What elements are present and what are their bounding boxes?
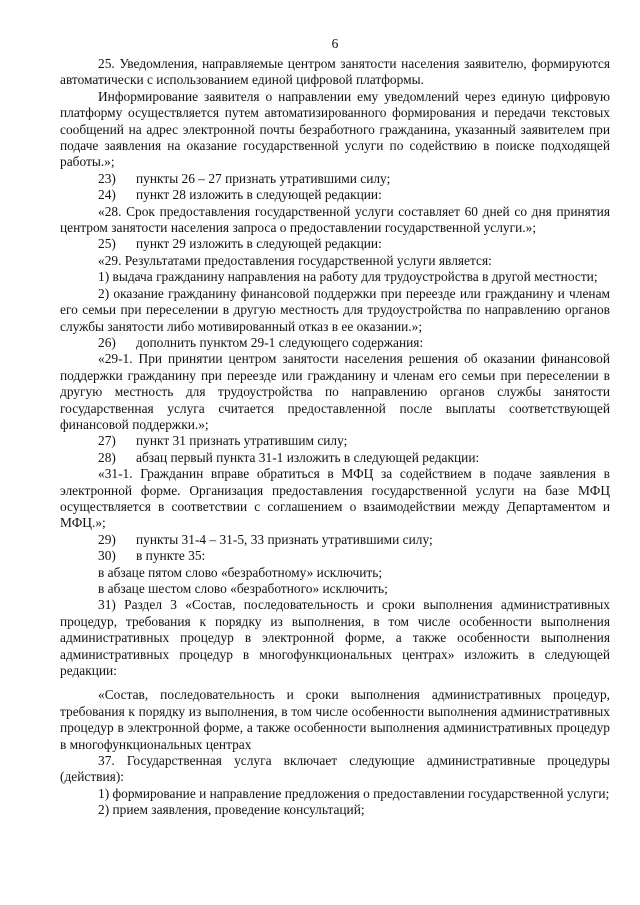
paragraph: «29-1. При принятии центром занятости населения решения об оказании финансовой поддержки гражданину при переезде или гражданину и членам его семьи при переселении в другую местность для трудоустройства по направлению органов службы занятости государственная услуга считается предоставленной после выплаты соответствующей финансовой поддержки.»; (60, 351, 610, 432)
paragraph: 1) формирование и направление предложения о предоставлении государственной услуги; (98, 785, 610, 801)
paragraph: «31-1. Гражданин вправе обратиться в МФЦ за содействием в подаче заявления в электронной форме. Организация предоставления государственной услуги на базе МФЦ осуществляется в соответствии с соглашением о взаимодействии между Департаментом и МФЦ.»; (60, 466, 610, 531)
item-text: в пункте 35: (136, 548, 206, 564)
paragraph: 37. Государственная услуга включает следующие административные процедуры (действия): (60, 753, 610, 785)
item-number: 23) (98, 170, 116, 186)
page-number: 6 (331, 36, 339, 51)
numbered-item (60, 450, 610, 466)
item-number: 25) (98, 236, 116, 252)
item-number: 26) (98, 334, 116, 350)
paragraph: «28. Срок предоставления государственной услуги составляет 60 дней со дня принятия центром занятости населения запроса о предоставлении государственной услуги.»; (60, 203, 610, 236)
numbered-item (60, 548, 610, 564)
numbered-item (60, 433, 610, 449)
document-body (60, 56, 610, 819)
paragraph: в абзаце шестом слово «безработного» исключить; (98, 581, 388, 596)
numbered-item (60, 171, 610, 187)
item-text: пункты 26 – 27 признать утратившими силу; (136, 170, 391, 186)
item-text: пункт 28 изложить в следующей редакции: (136, 187, 382, 203)
paragraph: «Состав, последовательность и сроки выполнения административных процедур, требования к порядку из выполнения, в том числе особенности выполнения административных процедур в электронной форме, а также особенности выполнения административных процедур в многофункциональных центрах (60, 687, 610, 752)
item-text: пункт 29 изложить в следующей редакции: (136, 236, 382, 252)
item-text: пункт 31 признать утратившим силу; (136, 433, 348, 449)
paragraph: Информирование заявителя о направлении ему уведомлений через единую цифровую платформу осуществляется путем автоматизированного формирования и передачи текстовых сообщений на адрес электронной почты безработного гражданина, указанный заявителем при подаче заявления на оказание государственной услуги по содействию в поиске подходящей работы.»; (60, 88, 610, 170)
paragraph: 31) Раздел 3 «Состав, последовательность и сроки выполнения административных процедур, требования к порядку из выполнения, в том числе особенности выполнения административных процедур в электронной форме, а также особенности выполнения административных процедур в многофункциональных центрах» изложить в следующей редакции: (60, 597, 610, 679)
item-number: 24) (98, 187, 116, 203)
paragraph: 2) оказание гражданину финансовой поддержки при переезде или гражданину и членам его семьи при переселении в другую местность для трудоустройства по направлению органов службы занятости либо мотивированный отказ в ее оказании.»; (60, 285, 610, 334)
item-text: дополнить пунктом 29-1 следующего содержания: (136, 334, 424, 350)
item-number: 29) (98, 531, 116, 547)
item-number: 27) (98, 433, 116, 449)
paragraph: в абзаце пятом слово «безработному» исключить; (98, 564, 383, 580)
paragraph: 25. Уведомления, направляемые центром занятости населения заявителю, формируются автоматически с использованием единой цифровой платформы. (60, 56, 610, 88)
numbered-item (60, 335, 610, 351)
numbered-item (60, 187, 610, 203)
numbered-item (60, 532, 610, 548)
item-number: 30) (98, 548, 116, 564)
item-text: абзац первый пункта 31-1 изложить в следующей редакции: (136, 449, 480, 465)
item-text: пункты 31-4 – 31-5, 33 признать утратившими силу; (136, 531, 433, 547)
item-number: 28) (98, 449, 116, 465)
paragraph: «29. Результатами предоставления государственной услуги является: (98, 252, 492, 268)
paragraph: 2) прием заявления, проведение консультаций; (98, 802, 365, 818)
paragraph: 1) выдача гражданину направления на работу для трудоустройства в другой местности; (98, 269, 598, 285)
numbered-item (60, 236, 610, 252)
